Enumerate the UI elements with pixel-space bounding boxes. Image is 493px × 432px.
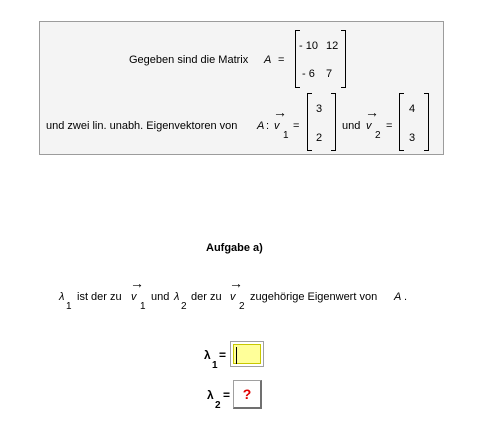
matrix-cell-12: 12 [326, 40, 339, 52]
task-text-part3: zugehörige Eigenwert von [250, 291, 378, 303]
v2-index: 2 [375, 130, 381, 141]
matrix-name: A [264, 54, 272, 66]
given-matrix-text: Gegeben sind die Matrix [129, 54, 249, 66]
matrix-right-bracket [341, 30, 346, 88]
lambda-symbol: λ [174, 291, 180, 303]
v1-symbol: v [274, 120, 280, 132]
lambda2-input[interactable] [233, 380, 262, 409]
v1-index: 1 [140, 301, 146, 312]
lambda1-input-field[interactable] [233, 344, 261, 364]
matrix-cell-21: - 6 [302, 68, 315, 80]
matrix-cell-11: - 10 [299, 40, 318, 52]
v2-component-2: 3 [409, 132, 416, 144]
task-text-part2: der zu [191, 291, 222, 303]
colon: : [266, 120, 270, 132]
vector-arrow-icon: → [130, 275, 144, 291]
matrix-name-ref: A [394, 291, 402, 303]
equals-sign: = [386, 120, 393, 132]
lambda2-index: 2 [181, 301, 187, 312]
lambda2-label-index: 2 [215, 400, 221, 411]
lambda2-equals: = [223, 388, 231, 402]
task-text-part1: ist der zu [77, 291, 122, 303]
vector-arrow-icon: → [273, 104, 287, 120]
lambda1-equals: = [219, 348, 227, 362]
und-word: und [342, 120, 361, 132]
v2-symbol: v [230, 291, 236, 303]
v2-right-bracket [424, 93, 429, 151]
lambda1-label-index: 1 [212, 360, 218, 371]
v1-left-bracket [307, 93, 312, 151]
period: . [404, 291, 408, 303]
text-caret [236, 347, 237, 364]
lambda1-label: λ [204, 348, 211, 362]
vector-arrow-icon: → [365, 104, 379, 120]
task-text-und: und [151, 291, 170, 303]
lambda1-input[interactable] [230, 341, 264, 367]
lambda-symbol: λ [59, 291, 65, 303]
v1-index: 1 [283, 130, 289, 141]
task-title: Aufgabe a) [206, 242, 263, 254]
v2-symbol: v [366, 120, 372, 132]
eigen-text: und zwei lin. unabh. Eigenvektoren von [46, 120, 238, 132]
lambda1-index: 1 [66, 301, 72, 312]
v1-right-bracket [331, 93, 336, 151]
given-panel [39, 21, 444, 155]
equals-sign: = [293, 120, 300, 132]
vector-arrow-icon: → [229, 275, 243, 291]
v2-component-1: 4 [409, 103, 416, 115]
v1-symbol: v [131, 291, 137, 303]
equals-sign: = [278, 54, 285, 66]
v1-component-1: 3 [316, 103, 323, 115]
matrix-left-bracket [295, 30, 300, 88]
v1-component-2: 2 [316, 132, 323, 144]
v2-index: 2 [239, 301, 245, 312]
unknown-marker: ? [242, 386, 252, 402]
matrix-cell-22: 7 [326, 68, 333, 80]
v2-left-bracket [399, 93, 404, 151]
matrix-name-ref: A [257, 120, 265, 132]
lambda2-label: λ [207, 388, 214, 402]
